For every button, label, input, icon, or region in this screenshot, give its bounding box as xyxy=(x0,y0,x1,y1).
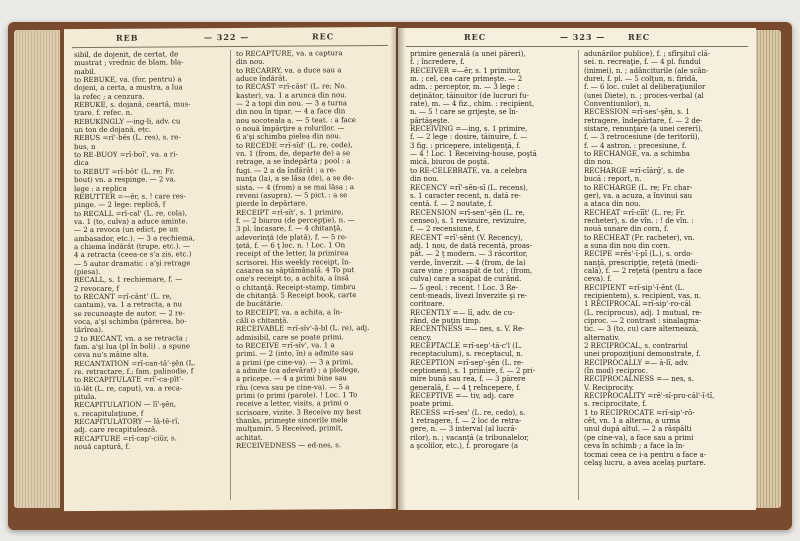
text-line: RECEPTIVE =— tiv, adj. care xyxy=(410,392,514,401)
text-line: s. reciprocitate, f. xyxy=(584,400,647,409)
column-2 xyxy=(584,50,748,467)
text-line: bus, n xyxy=(74,142,96,151)
text-line: RECENTNESS =— nes, s. V. Re- xyxy=(410,325,525,334)
text-line: to RECANT =rĭ-cănt' (L. re, xyxy=(74,292,172,302)
text-line: REBUKINGLY —ing-li, adv. cu xyxy=(74,117,181,126)
text-line: din nou. xyxy=(584,158,613,167)
text-line: to RECAPTURE, va. a captura xyxy=(236,49,343,58)
text-line: verde, înverzit. — 4 (from, de la) xyxy=(410,258,526,267)
text-line: de chitanţă. 5 Receipt book, carte xyxy=(236,291,357,300)
text-line: nouă sunare din corn, f. xyxy=(584,225,669,234)
text-line: la refec ; a cenzura. xyxy=(74,92,145,101)
text-line: a chiema îndărăt (trupe, etc.). — xyxy=(74,242,190,251)
text-line: RECIPROCALLY =— ă-lĭ, adv. xyxy=(584,358,689,367)
text-line: rilor), n. ; vacanţă (a tribunalelor, xyxy=(410,433,529,442)
text-line: RECIPROCALITY =rĕ'-sĭ-pro-căl'-ĭ-tĭ, xyxy=(584,392,715,401)
text-line: poate primi. xyxy=(410,400,454,409)
text-line: 2 to RECANT, vn. a se retracta ; xyxy=(74,333,188,343)
text-line: m. ; cel, cea care primeşte. — 2 xyxy=(410,75,523,84)
text-line: fugi. — 2 a da îndărăt ; a re- xyxy=(236,166,337,175)
text-line: nou socoteala a. — 5 teat. : a face xyxy=(236,115,356,125)
text-line: pitula. xyxy=(74,393,97,402)
text-line: f. — 3 retrocesiune (de teritorii), xyxy=(584,133,700,142)
text-line: mulţumiri. 5 Received, primit, xyxy=(236,424,344,434)
text-line: tic. — 3 (to, cu) care alternează, xyxy=(584,325,699,334)
page-edges-left xyxy=(14,30,60,508)
text-line: vn. 1 (from, de, departe de) a se xyxy=(236,149,351,159)
text-line: primire generală (a unei păreri), xyxy=(410,50,526,58)
text-line: achitat. xyxy=(236,433,263,442)
text-line: RECESS =rĭ-ses' (L. re, cedo), s. xyxy=(410,408,526,417)
text-line: cantum), va. 1 a retracta, a nu xyxy=(74,300,182,310)
text-line: 1 retragere, f. — 2 loc de retra- xyxy=(410,417,522,426)
text-line: de bucătărie. xyxy=(236,299,283,309)
text-line: RECANTATION =rĭ-can-tă'-şĕn (L. xyxy=(74,358,196,368)
text-line: din nou. xyxy=(236,58,265,67)
text-line: celaş lucru, a avea acelaş purtare. xyxy=(584,458,706,467)
text-line: alternativ. xyxy=(584,333,620,342)
text-line: RECESSION =rĭ-ses'-şĕn, s. 1 xyxy=(584,108,690,117)
text-line: dica xyxy=(74,159,89,168)
text-line: nunţa (la), a se lăsa (de), a se de- xyxy=(236,174,354,184)
text-line: deţinător, tăinuitor (de lucruri fu- xyxy=(410,91,529,100)
text-line: receive a letter, visits, a primi o xyxy=(236,399,349,409)
text-line: to RECHARGE (L. re; Fr. char- xyxy=(584,183,693,192)
text-line: culva) care a scăpat de curând. xyxy=(410,275,522,284)
text-line: cent-meads, livezi înverzite şi re- xyxy=(410,291,528,300)
text-line: RECENT =rĭ'-sĕnt (V. Recency), xyxy=(410,233,523,242)
text-line: va. 1 (to, culva) a aduce aminte. xyxy=(74,217,188,226)
text-line: ambasador, etc.). — 3 a rechiema, xyxy=(74,233,195,243)
text-line: receptaculum), s. receptacul, n. xyxy=(410,350,523,359)
text-line: s. recapitulaţiune, f xyxy=(74,409,144,418)
text-line: ceptionem), s. 1 primire, f. — 2 pri- xyxy=(410,367,536,376)
text-line: adj. 1 nou, de dată recentă, proas- xyxy=(410,241,533,250)
text-line: nouă captură, f. xyxy=(74,442,131,452)
text-line: 1 RECIPROCAL =rĭ-sip'-ro-căl xyxy=(584,300,691,309)
text-line: — 5 autor dramatic : a'şi retrage xyxy=(74,258,191,268)
text-line: nanţă, prescripţie, reţetă (medi- xyxy=(584,258,699,267)
text-line: care vine ; proaspăt de tot ; (from, xyxy=(410,266,533,275)
text-line: RECAPTURE =rĭ-cap'-ciŭr, s. xyxy=(74,434,177,443)
text-line: retragere, îndepărtare, f. — 2 de- xyxy=(584,116,703,125)
text-line: scrisoare, vizite. 3 Receive my best xyxy=(236,407,362,417)
text-line: păt. — 2 ţ modern. — 3 răcoritor, xyxy=(410,250,528,259)
text-line: ceva). f. xyxy=(584,275,612,284)
text-line: to RECEDE =rĭ-sĭd' (L. re, cede), xyxy=(236,140,353,150)
text-line: mabil. xyxy=(74,67,96,76)
text-line: cency. xyxy=(410,333,432,342)
text-line: V. Reciprocity. xyxy=(584,383,635,392)
text-line: pinge. — 2 lege: replică, f xyxy=(74,200,166,210)
header-left-word: REC xyxy=(464,32,487,42)
text-line: aduce îndărăt. xyxy=(236,74,288,83)
text-line: thanks, primeşte sincerile mele xyxy=(236,416,348,426)
text-line: bout) vn. a respinge. — 2 va. xyxy=(74,175,176,185)
text-line: to RECAPITULATE =rĭ'-ca-pĭt'- xyxy=(74,375,184,385)
text-line: bucă : report, n. xyxy=(584,175,642,184)
text-line: s. 1 caracter recent, n. dată re- xyxy=(410,191,521,200)
text-line: sistare, renunţare (a unei cereri), xyxy=(584,125,703,134)
text-line: receipt of the letter, la primirea xyxy=(236,249,349,259)
text-line: RECIPE =rĕs'-ĭ-pĭ (L.), s. ordo- xyxy=(584,250,693,259)
text-line: to RECEIVE =rĭ-sĭv', va. 1 a xyxy=(236,341,335,350)
text-line: tocmai ceea ce i-a pentru a face a- xyxy=(584,450,707,459)
text-line: (unei Diete), n. ; proces-verbal (al xyxy=(584,91,704,100)
text-line: ceva nu's mâine alta. xyxy=(74,350,149,360)
text-line: fam. a'şi lua (pl în boli) . a spune xyxy=(74,342,191,352)
text-line: Conventiunilor), n. xyxy=(584,100,651,109)
text-line: mustrat ; vrednic de blam, bla- xyxy=(74,58,184,68)
text-line: ger), va. a acuza, a învinui sau xyxy=(584,191,693,200)
text-line: mică, biurou de poştă. xyxy=(410,158,490,167)
text-line: re. retractare, f.; fam. palinodie, f xyxy=(74,367,194,377)
text-line: un ton de dojană, etc. xyxy=(74,125,152,135)
text-line: a suna din nou din corn. xyxy=(584,241,670,250)
text-line: f. — 2 lege : dosire, tăinuire, f. — xyxy=(410,133,528,142)
text-line: RECEIPT =rĭ-sĭt', s. 1 primire, xyxy=(236,207,344,217)
text-line: coritoare. xyxy=(410,300,445,309)
text-line: adj. care recapitulează. xyxy=(74,425,158,435)
header-left-word: REB xyxy=(116,32,139,43)
text-line: recheter), s. de vîn. : ! de vîn. : xyxy=(584,216,694,225)
text-line: 4 a retracta (ceea-ce s'a zis, etc.) xyxy=(74,250,192,260)
text-line: cĕt, vn. 1 a alterna, a urma xyxy=(584,417,681,426)
text-line: unei propoziţiuni demonstrate, f. xyxy=(584,350,701,359)
text-line: to RE-CELEBRATE, va. a celebra xyxy=(410,166,528,175)
text-line: to RE-BUOY =rĭ-boĭ', va. a ri- xyxy=(74,150,178,160)
text-line: RECALL, s. 1 rechiemare, f. — xyxy=(74,275,183,285)
column-divider xyxy=(578,50,579,500)
text-line: a pricepe. — 4 a primi bine sau xyxy=(236,374,347,384)
left-page xyxy=(64,27,396,511)
text-line: f. — 2 recensiune, f. xyxy=(410,225,481,234)
page-header xyxy=(398,32,756,46)
text-line: RECAPITULATION — lĭ'-şĕn, xyxy=(74,400,177,410)
text-line: a şcolilor, etc.), f. prorogare (a xyxy=(410,442,519,451)
column-divider xyxy=(230,50,231,500)
text-line: dojeni, a certa, a mustra, a lua xyxy=(74,83,183,93)
text-line: RECEIVEDNESS — ed-nes, s. xyxy=(236,441,342,451)
text-line: mire bună sau rea, f. — 3 părere xyxy=(410,375,526,384)
header-rule xyxy=(406,46,748,47)
column-2 xyxy=(236,49,388,451)
text-line: se recunoaşte de autor. — 2 re- xyxy=(74,308,185,318)
text-line: f. — 2 biurou (de percepţie), n. — xyxy=(236,216,355,225)
text-line: 2 RECIPROCAL, s. contrariul xyxy=(584,342,688,351)
text-line: 1 to RECIPROCATE =rĭ-sip'-rŏ- xyxy=(584,408,695,417)
text-line: to RECALL =rĭ-cal' (L. re, cola), xyxy=(74,208,188,218)
text-line: o chitanţă. Receipt-stamp, timbru xyxy=(236,282,356,292)
text-line: voca, a'şi schimba (părerea, ho- xyxy=(74,317,187,327)
text-line: iŭ-lĕt (L. re, caput), va. a reca- xyxy=(74,384,183,393)
text-line: — 4 ! Loc. 1 Receiving-house, poştă xyxy=(410,150,537,159)
text-line: adm. : perceptor, m. — 3 lege : xyxy=(410,83,520,92)
book-gutter xyxy=(390,28,406,510)
text-line: (piesa). xyxy=(74,267,101,277)
text-line: sista. — 4 (from) a se mai lăsa ; a xyxy=(236,182,355,192)
text-line: RECENCY =rĭ'-sĕn-sĭ (L. recens), xyxy=(410,183,529,192)
text-line: RECIPIENT =rĭ-sip'-ĭ-ĕnt (L. xyxy=(584,283,685,292)
text-line: căli o chitanţă. xyxy=(236,316,289,325)
text-line: rău (ceva sau pe cine-va). — 5 a xyxy=(236,382,350,392)
text-line: n. — 5 ! care se grijeşte, se în- xyxy=(410,108,519,117)
text-line: recipientem), s. recipient, vas, n. xyxy=(584,291,702,300)
text-line: RECEIVER =—ĕr, s. 1 primitor, xyxy=(410,66,521,75)
text-line: durei, f. pl. — 5 colţun, n. firidă, xyxy=(584,75,698,84)
text-line: rate), m. — 4 fiz., chim. : recipient, xyxy=(410,100,535,109)
text-line: tărîrea). xyxy=(74,326,104,335)
header-right-word: REC xyxy=(628,32,651,42)
text-line: REBUKE, s. dojană, ceartă, mus- xyxy=(74,100,191,110)
text-line: — 2 a topi din nou. — 3 a turna xyxy=(236,99,348,109)
text-line: cală), f. — 2 reţetă (pentru a face xyxy=(584,266,703,275)
text-line: RECAPITULATORY — lă-tĕ-rĭ, xyxy=(74,417,180,427)
text-line: (pe cine-va), a face sau a primi xyxy=(584,433,694,442)
text-line: centă. f. — 2 noutate, f. xyxy=(410,200,493,209)
text-line: f. — 6 loc. culet al deliberaţiunilor xyxy=(584,83,706,92)
page-number: — 323 — xyxy=(560,32,606,42)
text-line: părtăşeşte. xyxy=(410,116,450,125)
text-line: censeo), s. 1 revizuire, revizuire, xyxy=(410,216,527,225)
text-line: lege : a replica xyxy=(74,184,127,193)
text-line: (inimei), n. ; adânciturile (ale scân- xyxy=(584,66,709,75)
text-line: to REBUT =rĭ-bŏt' (L. re; Fr. xyxy=(74,167,175,176)
text-line: sibil, de dojenit, de certat, de xyxy=(74,50,179,60)
text-line: RECENSION =rĭ-sen'-şĕn (L. re, xyxy=(410,208,525,217)
text-line: reveni (asupra). — 5 pict. : a se xyxy=(236,191,348,200)
text-line: gere, n. — 3 interval (al lucră- xyxy=(410,425,517,434)
text-line: f. ; încredere, f. xyxy=(410,58,465,67)
text-line: to REBUKE, va. (for, pentru) a xyxy=(74,75,182,85)
text-line: adunărilor publice), f. ; sfîrşitul clă- xyxy=(584,50,711,58)
text-line: RECHEAT =rĭ-cĭĭt' (L. re; Fr. xyxy=(584,208,686,217)
text-line: to RECEIPT, va. a achita, a în- xyxy=(236,307,343,317)
text-line: ciproc. — 2 contrast : sinalagma- xyxy=(584,317,702,325)
text-line: REBUTTER =—ĕr, s. ! care res- xyxy=(74,192,186,201)
column-1 xyxy=(74,50,226,452)
text-line: adeverinţă (de plată), f. — 5 re- xyxy=(236,232,348,242)
text-line: 3 fig. : pricepere, inteligenţă, f. xyxy=(410,141,521,150)
text-line: to RECHEAT (Fr. racheter), vn. xyxy=(584,233,695,242)
text-line: RECEIVING =—ing, s. 1 primire, xyxy=(410,125,528,134)
page-number: — 322 — xyxy=(204,31,250,43)
text-line: ceva în schimb ; a face la în- xyxy=(584,442,685,451)
text-line: din nou în tipar. — 4 a face din xyxy=(236,107,346,117)
text-line: to RECHANGE, va. a schimba xyxy=(584,150,690,159)
text-line: — 5 geol. : recent. ! Loc. 3 Re- xyxy=(410,283,519,292)
text-line: primi (o primi (parole). ! Loc. 1 To xyxy=(236,391,358,401)
text-line: scrisorei. His weekly receipt, în- xyxy=(236,257,351,267)
column-1 xyxy=(410,50,574,451)
text-line: to RECAST =rĭ-căst' (L. re; No. xyxy=(236,82,347,92)
text-line: one's receipt to, a achita, a însă xyxy=(236,274,349,284)
text-line: trare. f. refec. n. xyxy=(74,109,133,118)
text-line: 2 revocare, f xyxy=(74,284,119,293)
text-line: (L. reciprocus), adj. 1 mutual, re- xyxy=(584,308,702,317)
text-line: pierde în depărtare. xyxy=(236,199,308,209)
text-line: rând, de puţin timp. xyxy=(410,317,481,325)
text-line: RECEIVABLE =rĭ-sĭv'-ă-bl (L. re), adj. xyxy=(236,324,370,334)
text-line: RECIPROCALNESS =— nes, s. xyxy=(584,375,694,384)
text-line: f. — 4 astron. : precesiune, f. xyxy=(584,141,687,150)
text-line: admisibil, care se poate primi. xyxy=(236,332,344,342)
text-line: o nouă împărţire a rolurilor. — xyxy=(236,124,345,134)
text-line: — 2 a revoca (un edict, pe un xyxy=(74,225,179,235)
page-edges-right xyxy=(755,30,781,508)
text-line: RECEPTACLE =rĭ-sep'-tă-c'l (L. xyxy=(410,342,522,351)
text-line: RECENTLY =— lĭ, adv. de cu- xyxy=(410,308,515,317)
text-line: 6 a'şi schimba pielea din nou. xyxy=(236,132,342,142)
text-line: RECEPTION =rĭ-sep'-şĕn (L. re- xyxy=(410,358,524,367)
text-line: a primi (pe cine-va). — 3 a primi, xyxy=(236,357,354,367)
text-line: a ataca din nou. xyxy=(584,200,641,209)
text-line: kaster), va. 1 a arunca din nou. xyxy=(236,90,347,100)
text-line: primi. — 2 (into, în) a admite sau xyxy=(236,349,354,359)
right-page xyxy=(398,28,756,510)
text-line: REBUS =rĭ'-bĕs (L. res), s. re- xyxy=(74,133,181,143)
text-line: RECHARGE =rĭ-cĭărğ', s. de xyxy=(584,166,685,175)
text-line: unul după altul. — 2 a răspălti xyxy=(584,425,692,434)
text-line: (în mod) reciproc. xyxy=(584,367,648,376)
text-line: casarea sa săptămânală. 4 To put xyxy=(236,266,355,275)
text-line: ţetă, f. — 6 ţ loc. n. ! Loc. 1 On xyxy=(236,241,346,250)
text-line: 3 pl. încasare, f. — 4 chitanţă, xyxy=(236,224,343,234)
text-line: din nou. xyxy=(410,175,439,184)
text-line: to RECARRY, va. a duce sau a xyxy=(236,65,342,75)
text-line: sei. n. recreaţie, f. — 4 pl. fundul xyxy=(584,58,701,67)
text-line: a admite (ca adevărat) ; a pledege, xyxy=(236,366,360,376)
header-right-word: REC xyxy=(312,31,335,42)
text-line: generală, f. — 4 ţ reîncepere, f. xyxy=(410,383,521,392)
text-line: retrage, a se îndepărta ; pool : a xyxy=(236,157,351,167)
